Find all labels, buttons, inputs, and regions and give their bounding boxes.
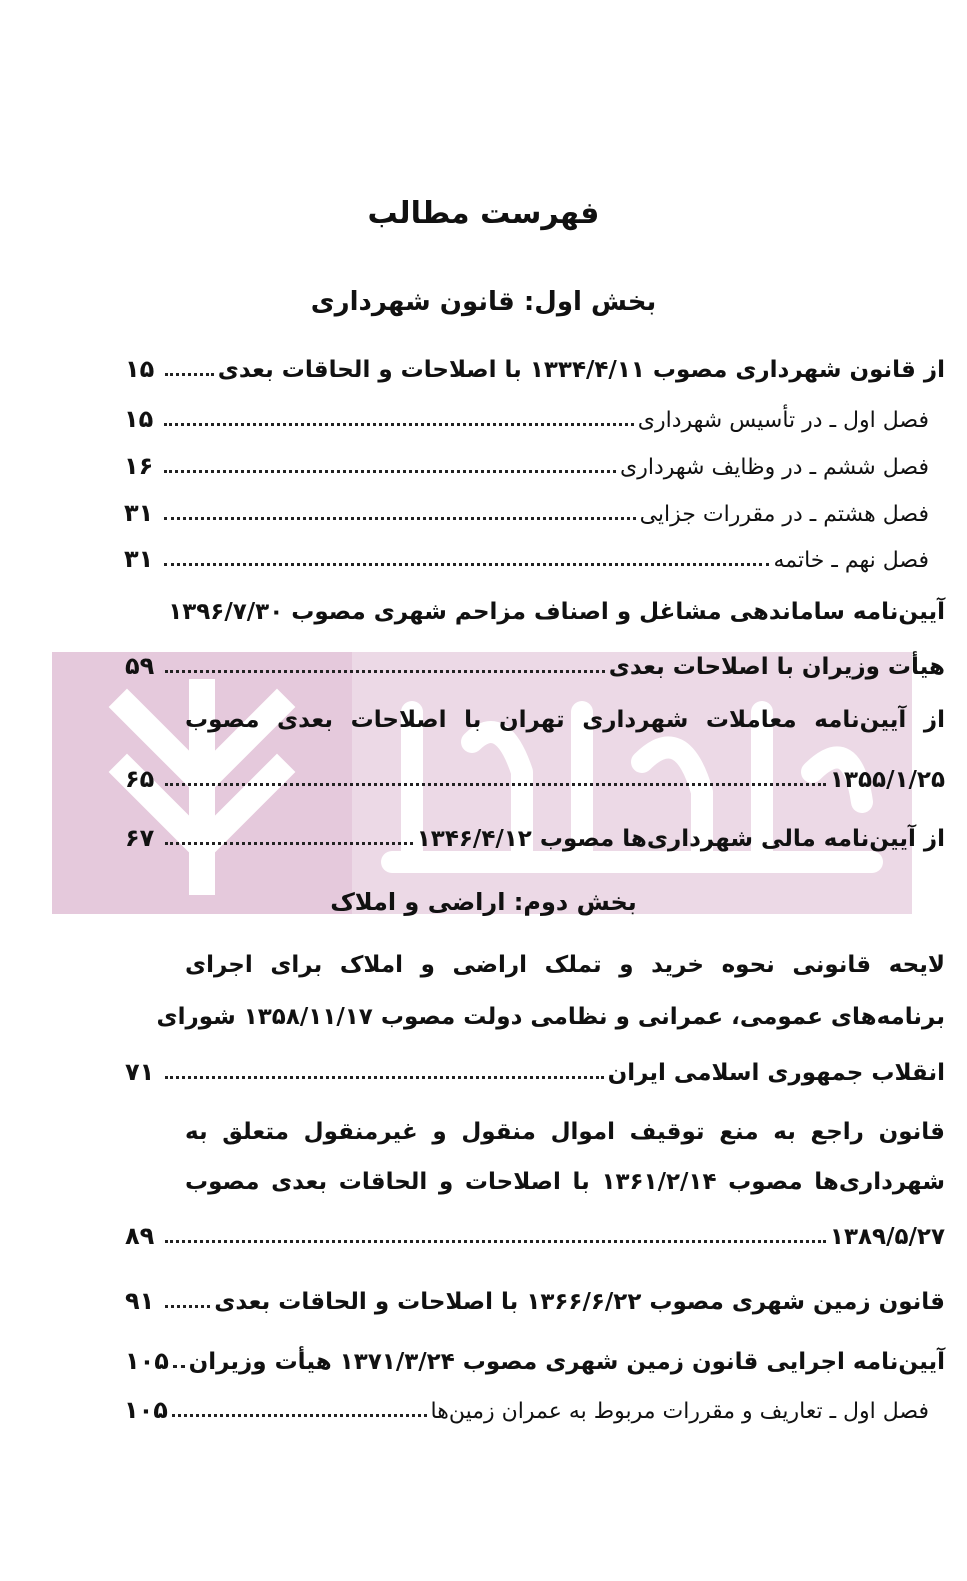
entry-title: از قانون شهرداری مصوب ۱۳۳۴/۴/۱۱ با اصلاحات و الحاقات بعدی — [217, 357, 945, 383]
page-number: ۶۵ — [125, 765, 155, 793]
toc-entry[interactable] — [125, 812, 945, 852]
entry-title-line1: آیین‌نامه ساماندهی مشاغل و اصناف مزاحم شهری مصوب ۱۳۹۶/۷/۳۰ — [168, 599, 945, 625]
page-number: ۱۵ — [125, 355, 155, 383]
entry-title: فصل ششم ـ در وظایف شهرداری — [620, 455, 929, 480]
dot-leader — [172, 1414, 427, 1417]
dot-leader — [173, 1365, 185, 1368]
page-number: ۳۱ — [124, 499, 154, 527]
toc-entry[interactable] — [125, 1210, 945, 1250]
dot-leader — [165, 1076, 604, 1079]
toc-entry[interactable] — [125, 343, 945, 383]
page-number: ۱۰۵ — [124, 1396, 168, 1424]
toc-entry[interactable] — [125, 753, 945, 793]
toc-entry[interactable] — [125, 640, 945, 680]
dot-leader — [165, 670, 605, 673]
entry-title: قانون زمین شهری مصوب ۱۳۶۶/۶/۲۲ با اصلاحات و الحاقات بعدی — [214, 1289, 945, 1315]
entry-title-line2: شهرداری‌ها مصوب ۱۳۶۱/۲/۱۴ با اصلاحات و الحاقات بعدی مصوب — [185, 1169, 945, 1195]
entry-title: آیین‌نامه اجرایی قانون زمین شهری مصوب ۱۳۷۱/۳/۲۴ هیأت وزیران — [188, 1349, 945, 1375]
page-number: ۱۰۵ — [125, 1347, 169, 1375]
entry-title: از آیین‌نامه مالی شهرداری‌ها مصوب ۱۳۴۶/۴/۱۲ — [416, 826, 945, 852]
part2-heading: بخش دوم: اراضی و املاک — [330, 888, 637, 916]
entry-title: هیأت وزیران با اصلاحات بعدی — [608, 654, 945, 680]
dot-leader — [165, 1240, 826, 1243]
entry-title: فصل اول ـ در تأسیس شهرداری — [637, 408, 929, 433]
dot-leader — [164, 470, 616, 473]
toc-entry[interactable] — [125, 1335, 945, 1375]
toc-title: فهرست مطالب — [367, 196, 600, 231]
dot-leader — [165, 842, 413, 845]
entry-title: ۱۳۵۵/۱/۲۵ — [829, 767, 945, 793]
entry-title: انقلاب جمهوری اسلامی ایران — [607, 1060, 945, 1086]
dot-leader — [165, 1305, 210, 1308]
toc-subentry[interactable] — [124, 487, 929, 527]
page-number: ۸۹ — [125, 1222, 155, 1250]
dot-leader — [165, 783, 826, 786]
entry-title-line1: قانون راجع به منع توقیف اموال منقول و غیرمنقول متعلق به — [185, 1119, 945, 1145]
toc-subentry[interactable] — [124, 393, 929, 433]
dot-leader — [164, 563, 769, 566]
toc-subentry[interactable] — [124, 440, 929, 480]
part1-heading: بخش اول: قانون شهرداری — [310, 287, 657, 317]
toc-entry[interactable] — [125, 1046, 945, 1086]
entry-title-line1: از آیین‌نامه معاملات شهرداری تهران با اصلاحات بعدی مصوب — [185, 707, 945, 733]
page-number: ۱۶ — [124, 452, 154, 480]
dot-leader — [164, 423, 634, 426]
toc-subentry[interactable] — [124, 1384, 929, 1424]
page-number: ۷۱ — [125, 1058, 155, 1086]
page-number: ۳۱ — [124, 545, 154, 573]
dot-leader — [164, 517, 636, 520]
page-number: ۵۹ — [125, 652, 155, 680]
entry-title: فصل نهم ـ خاتمه — [773, 548, 929, 573]
toc-entry[interactable] — [125, 1275, 945, 1315]
entry-title: فصل هشتم ـ در مقررات جزایی — [639, 502, 929, 527]
dot-leader — [165, 373, 214, 376]
toc-subentry[interactable] — [124, 533, 929, 573]
page-number: ۱۵ — [124, 405, 154, 433]
entry-title: ۱۳۸۹/۵/۲۷ — [829, 1224, 945, 1250]
page-number: ۹۱ — [125, 1287, 155, 1315]
entry-title: فصل اول ـ تعاریف و مقررات مربوط به عمران زمین‌ها — [430, 1399, 929, 1424]
entry-title-line1: لایحه قانونی نحوه خرید و تملک اراضی و املاک برای اجرای — [185, 952, 945, 978]
entry-title-line2: برنامه‌های عمومی، عمرانی و نظامی دولت مصوب ۱۳۵۸/۱۱/۱۷ شورای — [156, 1004, 945, 1030]
page-number: ۶۷ — [125, 824, 155, 852]
